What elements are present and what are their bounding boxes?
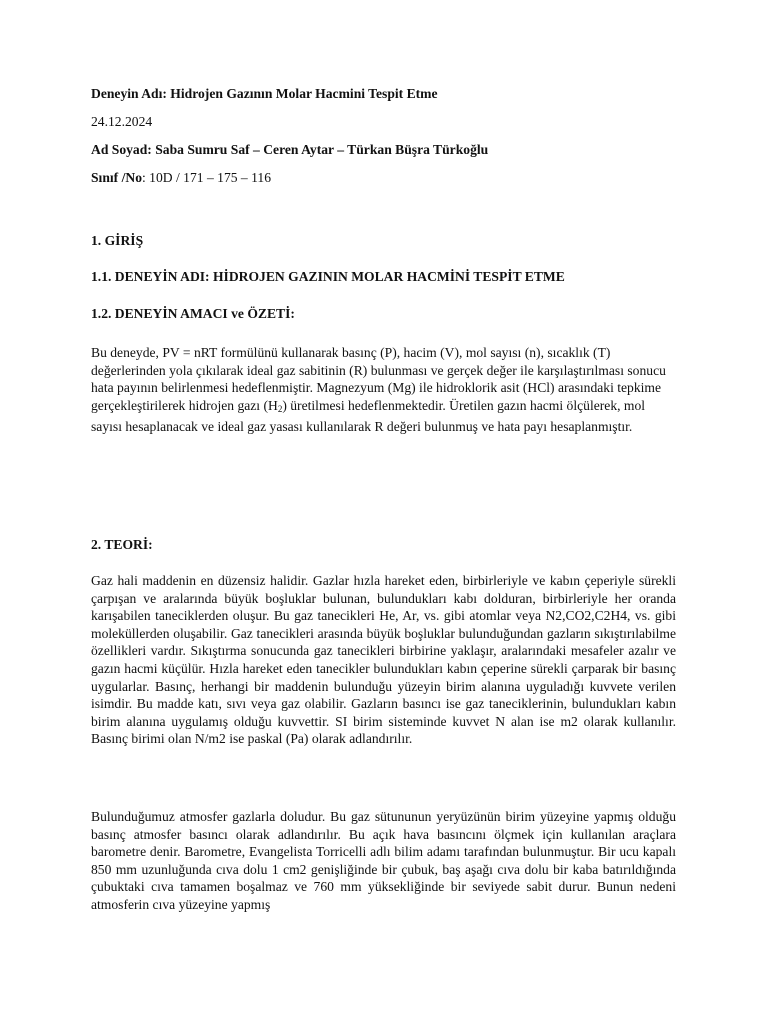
- student-names: Ad Soyad: Saba Sumru Saf – Ceren Aytar – Türkan Büşra Türkoğlu: [91, 142, 489, 157]
- class-number: [91, 170, 271, 186]
- h2-subscript: 2: [277, 403, 283, 414]
- section-intro-heading: 1. GİRİŞ: [91, 233, 144, 248]
- section-1-1-heading: 1.1. DENEYİN ADI: HİDROJEN GAZININ MOLAR HACMİNİ TESPİT ETME: [91, 269, 565, 284]
- class-value: : 10D / 171 – 175 – 116: [142, 170, 272, 185]
- purpose-summary-paragraph: [91, 344, 676, 436]
- section-theory-heading: 2. TEORİ:: [91, 537, 153, 552]
- theory-paragraph-2: Bulunduğumuz atmosfer gazlarla doludur. Bu gaz sütununun yeryüzünün birim yüzeyine yapmış olduğu basınç atmosfer basıncı olarak adlandırılır. Bu açık hava basıncını ölçmek için kullanılan araçlara barometre denir. Barometre, Evangelista Torricelli adlı bilim adamı tarafından bulunmuştur. Bir ucu kapalı 850 mm uzunluğunda cıva dolu 1 cm2 genişliğinde bir çubuk, baş aşağı cıva dolu bir kaba batırıldığında çubuktaki cıva tamamen boşalmaz ve 760 mm yüksekliğinde bir seviyede sabit durur. Bunun nedeni atmosferin cıva yüzeyine yapmış: [91, 809, 676, 912]
- section-1-2-heading: 1.2. DENEYİN AMACI ve ÖZETİ:: [91, 306, 295, 321]
- date: 24.12.2024: [91, 114, 153, 129]
- class-label: Sınıf /No: [91, 170, 142, 185]
- theory-paragraph-1: Gaz hali maddenin en düzensiz halidir. Gazlar hızla hareket eden, birbirleriyle ve kabın çeperiyle sürekli çarpışan ve aralarında büyük boşluklar bulunan, bulundukları kabı dolduran, birbirleriyle her oranda karışabilen taneciklerden oluşur. Bu gaz tanecikleri He, Ar, vs. gibi atomlar veya N2,CO2,C2H4, vs. gibi moleküllerden oluşabilir. Gaz tanecikleri arasında büyük boşluklar bulunduğundan gazların sıkıştırılabilme özellikleri vardır. Sıkıştırma sonucunda gaz tanecikleri birbirine yaklaşır, aralarındaki mesafeler azalır ve gazın hacmi küçülür. Hızla hareket eden tanecikler bulundukları kabın çeperine sürekli çarparak bir basınç uygularlar. Basınç, herhangi bir maddenin bulunduğu yüzeyin birim alanına uyguladığı kuvvete verilen isimdir. Bu madde katı, sıvı veya gaz olabilir. Gazların basıncı ise gaz taneciklerinin, bulundukları kabın birim alanına uygulamış olduğu kuvvettir. SI birim sisteminde kuvvet N alan ise m2 olarak kullanılır. Basınç birimi olan N/m2 ise paskal (Pa) olarak adlandırılır.: [91, 573, 676, 747]
- experiment-title: Deneyin Adı: Hidrojen Gazının Molar Hacmini Tespit Etme: [91, 86, 438, 101]
- purpose-text-part2: ) üretilmesi hedeflenmektedir. Üretilen gazın hacmi ölçülerek, mol sayısı hesaplanacak ve ideal gaz yasası kullanılarak R değeri bulunmuş ve hata payı hesaplanmıştır.: [91, 397, 646, 435]
- purpose-text-part1: Bu deneyde, PV = nRT formülünü kullanarak basınç (P), hacim (V), mol sayısı (n), sıcaklık (T) değerlerinden yola çıkılarak ideal gaz sabitinin (R) bulunması ve gerçek değer ile karşılaştırılması sonucu hata payının belirlenmesi hedeflenmiştir. Magnezyum (Mg) ile hidroklorik asit (HCl) arasındaki tepkime gerçekleştirilerek hidrojen gazı (H: [91, 345, 666, 413]
